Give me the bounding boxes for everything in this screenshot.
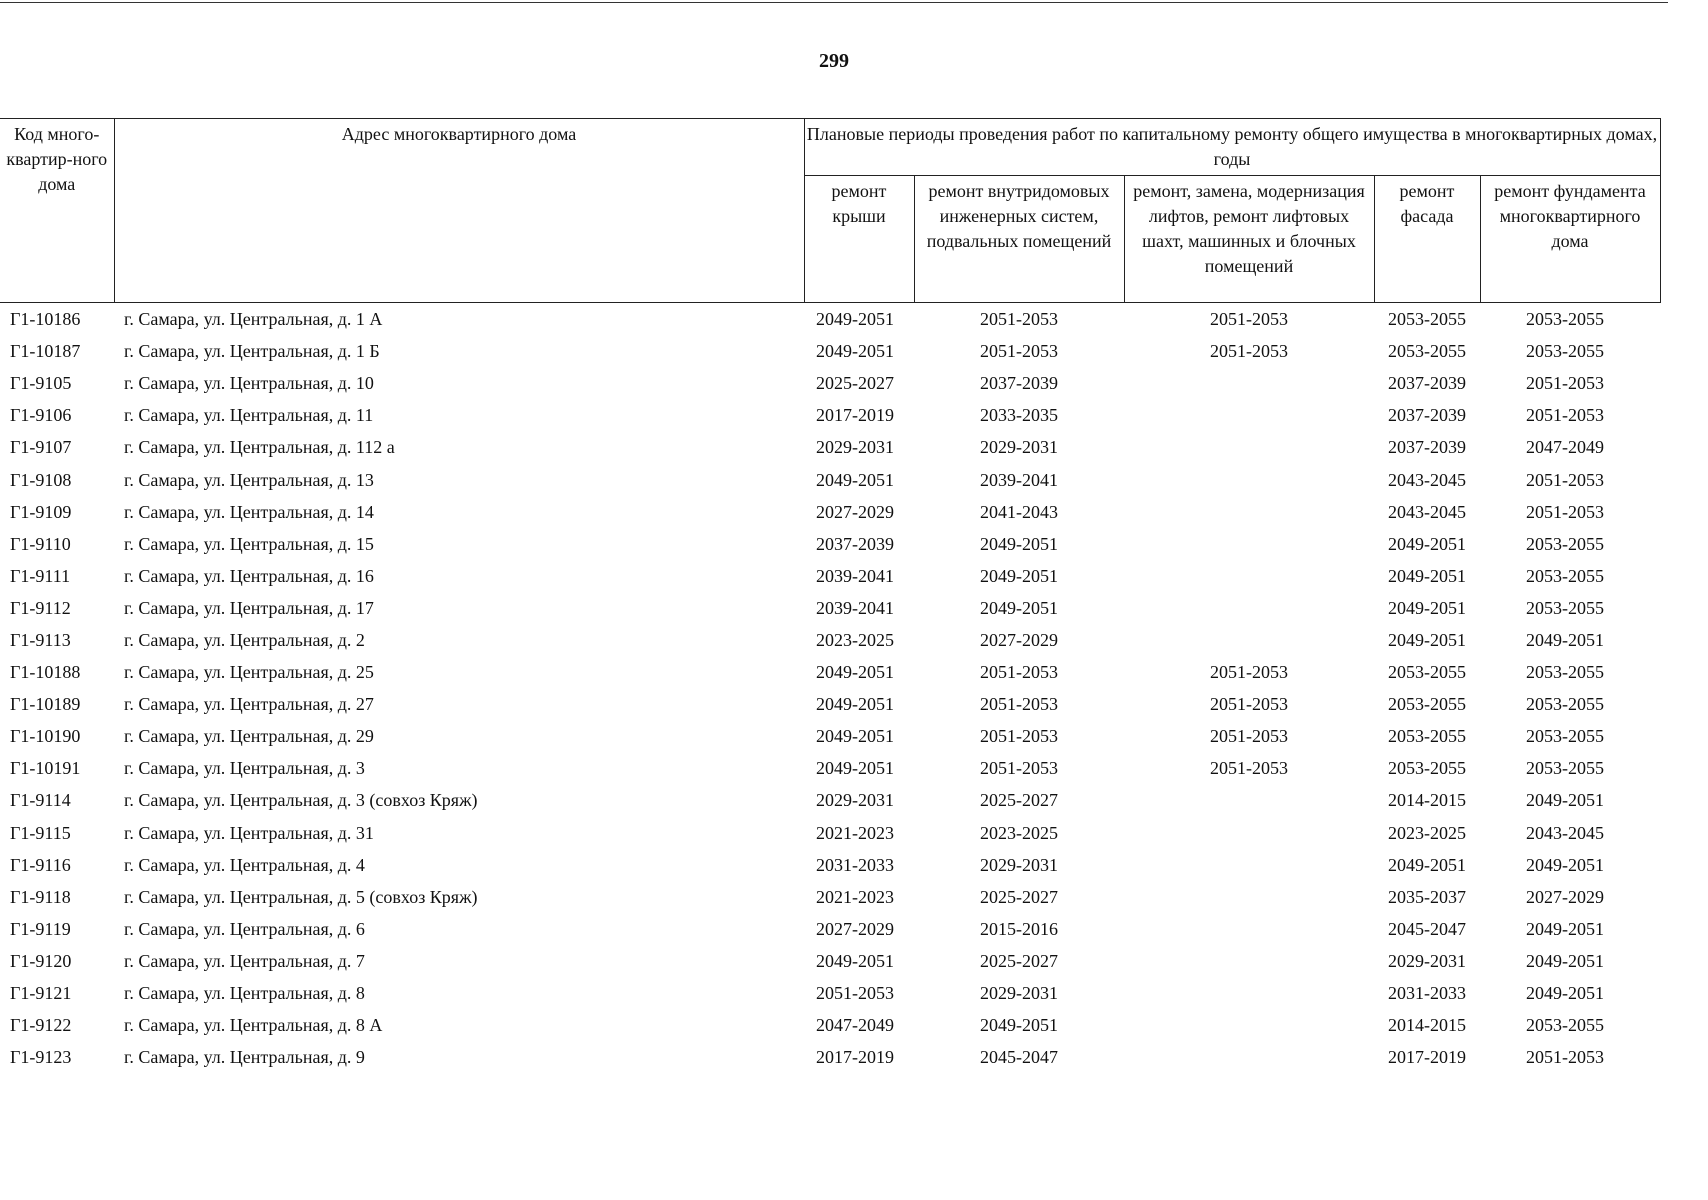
cell-address: г. Самара, ул. Центральная, д. 8	[124, 983, 365, 1004]
cell-address: г. Самара, ул. Центральная, д. 16	[124, 565, 374, 586]
page-number: 299	[819, 50, 849, 72]
cell-roof: 2039-2041	[816, 597, 894, 618]
cell-facade: 2053-2055	[1388, 726, 1466, 747]
cell-engineering: 2023-2025	[980, 822, 1058, 843]
cell-engineering: 2051-2053	[980, 662, 1058, 683]
cell-address: г. Самара, ул. Центральная, д. 9	[124, 1047, 365, 1068]
cell-address: г. Самара, ул. Центральная, д. 29	[124, 726, 374, 747]
cell-code: Г1-9106	[10, 405, 72, 426]
cell-roof: 2021-2023	[816, 886, 894, 907]
cell-roof: 2047-2049	[816, 1015, 894, 1036]
cell-address: г. Самара, ул. Центральная, д. 7	[124, 950, 365, 971]
cell-lifts	[1124, 399, 1374, 431]
cell-facade: 2023-2025	[1388, 822, 1466, 843]
cell-code: Г1-9120	[10, 950, 72, 971]
table-row	[0, 817, 1660, 849]
cell-foundation: 2027-2029	[1526, 886, 1604, 907]
cell-address: г. Самара, ул. Центральная, д. 17	[124, 597, 374, 618]
cell-code: Г1-10186	[10, 309, 81, 330]
cell-roof: 2029-2031	[816, 790, 894, 811]
cell-lifts	[1124, 496, 1374, 528]
cell-engineering: 2025-2027	[980, 790, 1058, 811]
cell-engineering: 2045-2047	[980, 1047, 1058, 1068]
cell-lifts	[1124, 463, 1374, 495]
cell-engineering: 2051-2053	[980, 309, 1058, 330]
top-rule	[0, 2, 1668, 3]
cell-roof: 2017-2019	[816, 405, 894, 426]
cell-foundation: 2053-2055	[1526, 726, 1604, 747]
cell-facade: 2049-2051	[1388, 565, 1466, 586]
cell-engineering: 2029-2031	[980, 854, 1058, 875]
cell-facade: 2029-2031	[1388, 950, 1466, 971]
cell-engineering: 2033-2035	[980, 405, 1058, 426]
cell-address: г. Самара, ул. Центральная, д. 5 (совхоз Кряж)	[124, 886, 478, 907]
cell-roof: 2049-2051	[816, 309, 894, 330]
cell-address: г. Самара, ул. Центральная, д. 1 Б	[124, 341, 380, 362]
cell-engineering: 2027-2029	[980, 629, 1058, 650]
cell-foundation: 2049-2051	[1526, 950, 1604, 971]
cell-foundation: 2053-2055	[1526, 309, 1604, 330]
cell-code: Г1-9114	[10, 790, 71, 811]
table-row	[0, 752, 1660, 784]
table-row	[0, 463, 1660, 495]
cell-engineering: 2049-2051	[980, 533, 1058, 554]
cell-code: Г1-9113	[10, 629, 71, 650]
table-row	[0, 945, 1660, 977]
cell-lifts: 2051-2053	[1210, 726, 1288, 747]
cell-roof: 2049-2051	[816, 726, 894, 747]
cell-code: Г1-9110	[10, 533, 71, 554]
cell-facade: 2017-2019	[1388, 1047, 1466, 1068]
cell-facade: 2037-2039	[1388, 373, 1466, 394]
table-row	[0, 688, 1660, 720]
cell-code: Г1-10187	[10, 341, 81, 362]
cell-lifts	[1124, 431, 1374, 463]
table-row	[0, 656, 1660, 688]
cell-roof: 2037-2039	[816, 533, 894, 554]
header-periods-group: Плановые периоды проведения работ по капитальному ремонту общего имущества в многоквартирных домах, годы	[804, 119, 1660, 176]
cell-foundation: 2049-2051	[1526, 629, 1604, 650]
cell-foundation: 2053-2055	[1526, 341, 1604, 362]
cell-lifts	[1124, 977, 1374, 1009]
table-row	[0, 496, 1660, 528]
cell-facade: 2053-2055	[1388, 309, 1466, 330]
cell-roof: 2031-2033	[816, 854, 894, 875]
cell-code: Г1-9116	[10, 854, 71, 875]
table-row	[0, 1041, 1660, 1073]
cell-address: г. Самара, ул. Центральная, д. 112 а	[124, 437, 395, 458]
cell-facade: 2014-2015	[1388, 1015, 1466, 1036]
cell-engineering: 2025-2027	[980, 950, 1058, 971]
cell-code: Г1-10191	[10, 758, 81, 779]
table-row	[0, 881, 1660, 913]
table-row	[0, 913, 1660, 945]
cell-address: г. Самара, ул. Центральная, д. 1 А	[124, 309, 383, 330]
cell-code: Г1-9108	[10, 469, 72, 490]
cell-foundation: 2053-2055	[1526, 597, 1604, 618]
cell-engineering: 2037-2039	[980, 373, 1058, 394]
cell-lifts	[1124, 849, 1374, 881]
cell-code: Г1-9115	[10, 822, 71, 843]
table-row	[0, 720, 1660, 752]
header-lifts: ремонт, замена, модернизация лифтов, ремонт лифтовых шахт, машинных и блочных помещений	[1124, 176, 1374, 303]
cell-lifts: 2051-2053	[1210, 694, 1288, 715]
cell-code: Г1-9122	[10, 1015, 72, 1036]
table-row	[0, 624, 1660, 656]
cell-address: г. Самара, ул. Центральная, д. 10	[124, 373, 374, 394]
header-foundation: ремонт фундамента многоквартирного дома	[1480, 176, 1660, 303]
cell-foundation: 2051-2053	[1526, 501, 1604, 522]
cell-address: г. Самара, ул. Центральная, д. 11	[124, 405, 374, 426]
cell-code: Г1-9109	[10, 501, 72, 522]
table-row	[0, 977, 1660, 1009]
cell-lifts	[1124, 624, 1374, 656]
cell-code: Г1-10189	[10, 694, 81, 715]
cell-roof: 2049-2051	[816, 694, 894, 715]
cell-address: г. Самара, ул. Центральная, д. 6	[124, 918, 365, 939]
cell-foundation: 2051-2053	[1526, 1047, 1604, 1068]
cell-roof: 2023-2025	[816, 629, 894, 650]
cell-lifts: 2051-2053	[1210, 758, 1288, 779]
cell-code: Г1-9119	[10, 918, 71, 939]
cell-facade: 2043-2045	[1388, 469, 1466, 490]
cell-facade: 2049-2051	[1388, 597, 1466, 618]
cell-address: г. Самара, ул. Центральная, д. 15	[124, 533, 374, 554]
cell-facade: 2045-2047	[1388, 918, 1466, 939]
cell-engineering: 2051-2053	[980, 694, 1058, 715]
cell-foundation: 2051-2053	[1526, 373, 1604, 394]
table-row	[0, 399, 1660, 431]
cell-engineering: 2051-2053	[980, 726, 1058, 747]
cell-code: Г1-9111	[10, 565, 71, 586]
cell-engineering: 2051-2053	[980, 758, 1058, 779]
cell-facade: 2053-2055	[1388, 758, 1466, 779]
cell-facade: 2031-2033	[1388, 983, 1466, 1004]
table-row	[0, 335, 1660, 367]
cell-roof: 2049-2051	[816, 950, 894, 971]
cell-engineering: 2025-2027	[980, 886, 1058, 907]
cell-engineering: 2039-2041	[980, 469, 1058, 490]
cell-roof: 2021-2023	[816, 822, 894, 843]
cell-address: г. Самара, ул. Центральная, д. 25	[124, 662, 374, 683]
table-header	[0, 119, 1660, 303]
cell-facade: 2053-2055	[1388, 341, 1466, 362]
cell-address: г. Самара, ул. Центральная, д. 3 (совхоз Кряж)	[124, 790, 478, 811]
cell-code: Г1-9118	[10, 886, 71, 907]
cell-lifts	[1124, 1041, 1374, 1073]
header-engineering: ремонт внутридомовых инженерных систем, подвальных помещений	[914, 176, 1124, 303]
cell-code: Г1-9107	[10, 437, 72, 458]
cell-facade: 2049-2051	[1388, 629, 1466, 650]
cell-code: Г1-10188	[10, 662, 81, 683]
cell-lifts	[1124, 592, 1374, 624]
cell-address: г. Самара, ул. Центральная, д. 3	[124, 758, 365, 779]
cell-roof: 2049-2051	[816, 341, 894, 362]
cell-code: Г1-9105	[10, 373, 72, 394]
cell-code: Г1-10190	[10, 726, 81, 747]
cell-foundation: 2053-2055	[1526, 565, 1604, 586]
cell-foundation: 2053-2055	[1526, 1015, 1604, 1036]
cell-address: г. Самара, ул. Центральная, д. 8 А	[124, 1015, 383, 1036]
cell-lifts	[1124, 881, 1374, 913]
cell-engineering: 2015-2016	[980, 918, 1058, 939]
cell-lifts: 2051-2053	[1210, 341, 1288, 362]
cell-facade: 2035-2037	[1388, 886, 1466, 907]
cell-engineering: 2041-2043	[980, 501, 1058, 522]
cell-facade: 2037-2039	[1388, 405, 1466, 426]
cell-address: г. Самара, ул. Центральная, д. 31	[124, 822, 374, 843]
cell-facade: 2049-2051	[1388, 533, 1466, 554]
cell-roof: 2039-2041	[816, 565, 894, 586]
cell-roof: 2051-2053	[816, 983, 894, 1004]
cell-foundation: 2049-2051	[1526, 854, 1604, 875]
cell-roof: 2049-2051	[816, 662, 894, 683]
cell-lifts	[1124, 817, 1374, 849]
cell-facade: 2043-2045	[1388, 501, 1466, 522]
cell-foundation: 2051-2053	[1526, 405, 1604, 426]
cell-foundation: 2047-2049	[1526, 437, 1604, 458]
cell-facade: 2053-2055	[1388, 694, 1466, 715]
cell-roof: 2025-2027	[816, 373, 894, 394]
table-row	[0, 849, 1660, 881]
table-row	[0, 431, 1660, 463]
table-row	[0, 528, 1660, 560]
cell-foundation: 2049-2051	[1526, 790, 1604, 811]
cell-facade: 2049-2051	[1388, 854, 1466, 875]
cell-foundation: 2053-2055	[1526, 533, 1604, 554]
cell-roof: 2027-2029	[816, 918, 894, 939]
table-row	[0, 303, 1660, 336]
cell-roof: 2049-2051	[816, 758, 894, 779]
cell-code: Г1-9112	[10, 597, 71, 618]
header-code: Код много-квартир-ного дома	[0, 119, 114, 303]
cell-address: г. Самара, ул. Центральная, д. 4	[124, 854, 365, 875]
cell-foundation: 2043-2045	[1526, 822, 1604, 843]
cell-address: г. Самара, ул. Центральная, д. 14	[124, 501, 374, 522]
cell-code: Г1-9121	[10, 983, 72, 1004]
table-row	[0, 560, 1660, 592]
table-row	[0, 367, 1660, 399]
cell-lifts	[1124, 560, 1374, 592]
cell-engineering: 2029-2031	[980, 983, 1058, 1004]
cell-lifts	[1124, 784, 1374, 816]
cell-engineering: 2049-2051	[980, 565, 1058, 586]
cell-lifts	[1124, 528, 1374, 560]
cell-code: Г1-9123	[10, 1047, 72, 1068]
cell-lifts	[1124, 913, 1374, 945]
cell-address: г. Самара, ул. Центральная, д. 13	[124, 469, 374, 490]
cell-foundation: 2051-2053	[1526, 469, 1604, 490]
cell-foundation: 2053-2055	[1526, 662, 1604, 683]
cell-lifts: 2051-2053	[1210, 309, 1288, 330]
table-row	[0, 592, 1660, 624]
cell-engineering: 2051-2053	[980, 341, 1058, 362]
cell-foundation: 2053-2055	[1526, 758, 1604, 779]
header-address: Адрес многоквартирного дома	[114, 119, 804, 303]
cell-address: г. Самара, ул. Центральная, д. 27	[124, 694, 374, 715]
table-row	[0, 784, 1660, 816]
cell-facade: 2014-2015	[1388, 790, 1466, 811]
cell-engineering: 2049-2051	[980, 1015, 1058, 1036]
header-facade: ремонт фасада	[1374, 176, 1480, 303]
cell-roof: 2049-2051	[816, 469, 894, 490]
cell-facade: 2053-2055	[1388, 662, 1466, 683]
cell-address: г. Самара, ул. Центральная, д. 2	[124, 629, 365, 650]
cell-engineering: 2029-2031	[980, 437, 1058, 458]
cell-facade: 2037-2039	[1388, 437, 1466, 458]
cell-roof: 2017-2019	[816, 1047, 894, 1068]
header-roof: ремонт крыши	[804, 176, 914, 303]
cell-foundation: 2049-2051	[1526, 983, 1604, 1004]
table-row	[0, 1009, 1660, 1041]
cell-roof: 2029-2031	[816, 437, 894, 458]
cell-foundation: 2049-2051	[1526, 918, 1604, 939]
cell-engineering: 2049-2051	[980, 597, 1058, 618]
cell-lifts	[1124, 945, 1374, 977]
cell-lifts	[1124, 1009, 1374, 1041]
cell-lifts	[1124, 367, 1374, 399]
cell-lifts: 2051-2053	[1210, 662, 1288, 683]
cell-foundation: 2053-2055	[1526, 694, 1604, 715]
cell-roof: 2027-2029	[816, 501, 894, 522]
table-body	[0, 303, 1660, 1074]
capital-repair-table	[0, 118, 1661, 1073]
